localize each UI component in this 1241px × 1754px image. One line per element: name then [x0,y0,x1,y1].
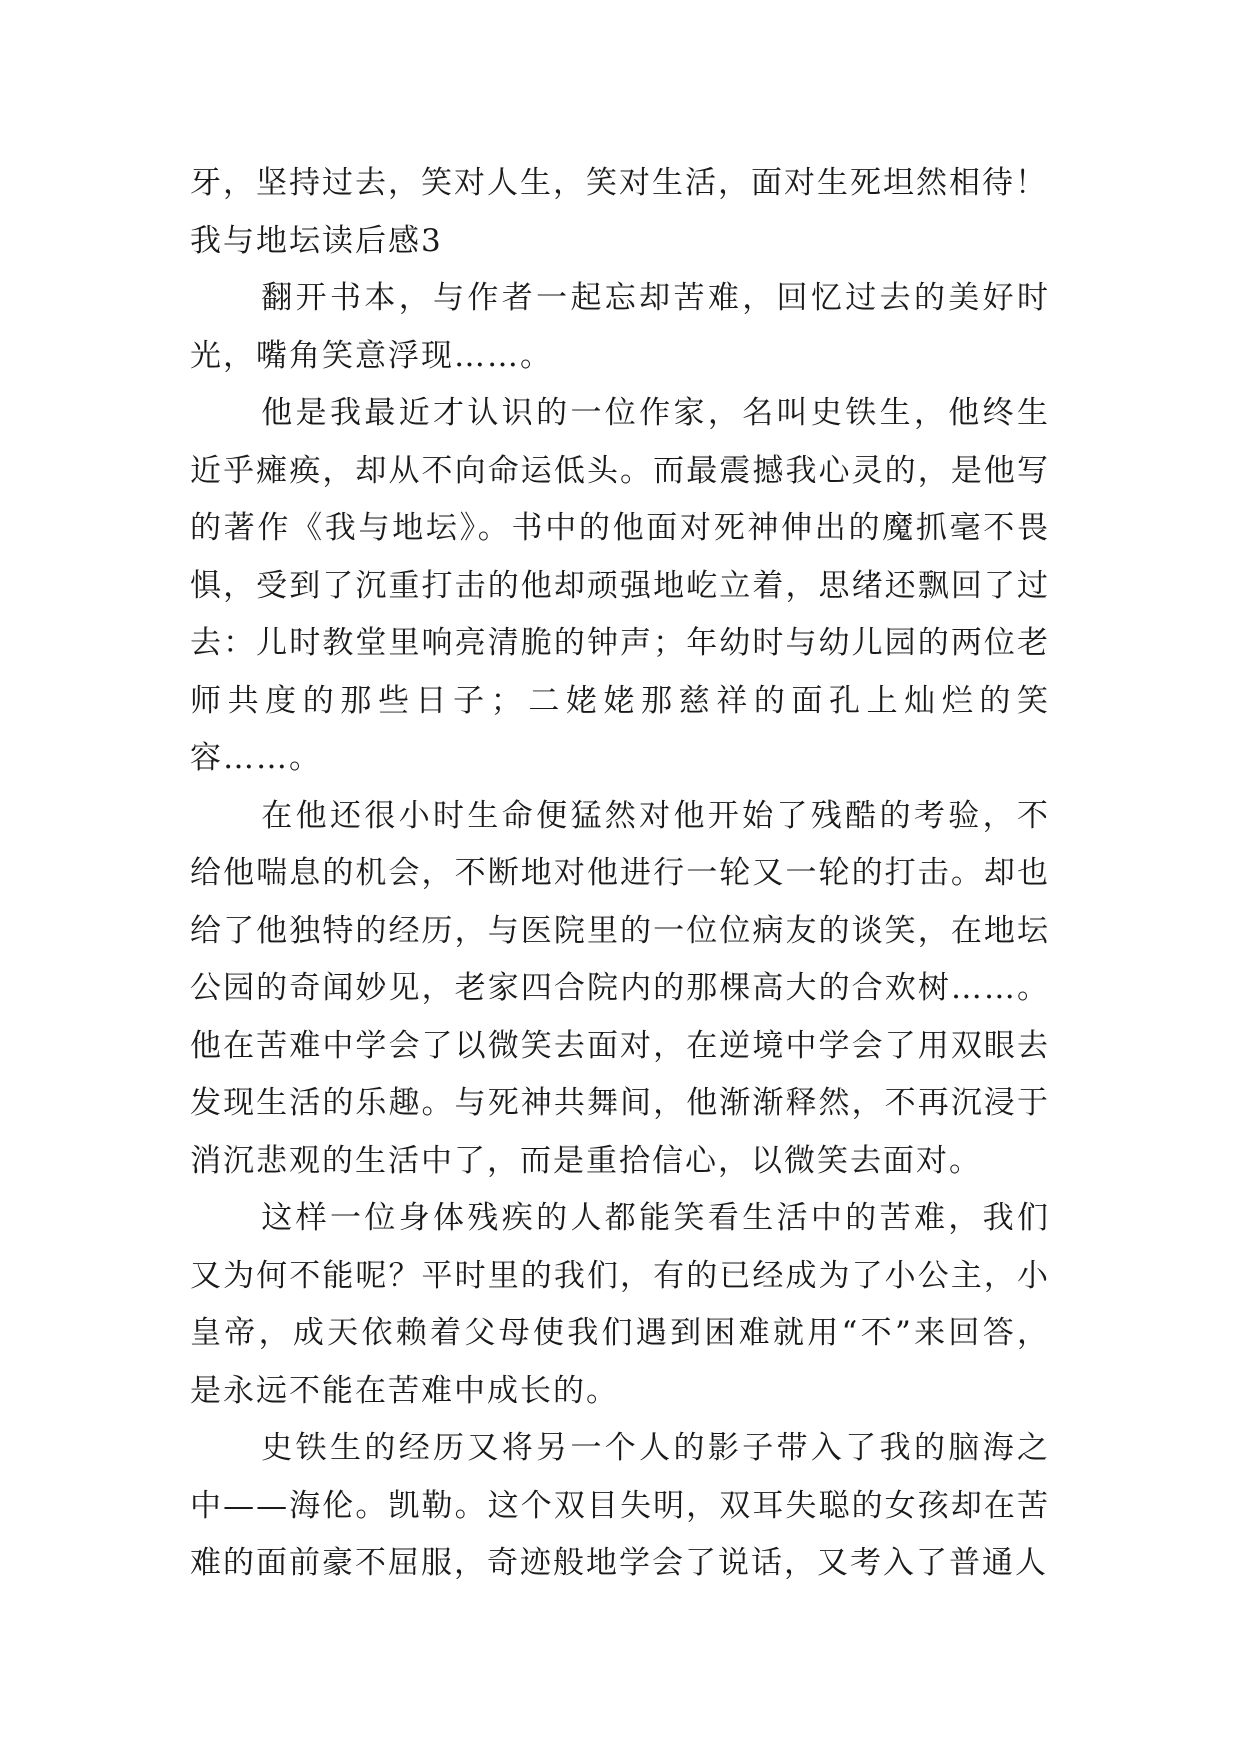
document-body [190,155,1050,1593]
paragraph-3: 在他还很小时生命便猛然对他开始了残酷的考验，不给他喘息的机会，不断地对他进行一轮又一轮的打击。却也给了他独特的经历，与医院里的一位位病友的谈笑，在地坛公园的奇闻妙见，老家四合院内的那棵高大的合欢树……。他在苦难中学会了以微笑去面对，在逆境中学会了用双眼去发现生活的乐趣。与死神共舞间，他渐渐释然，不再沉浸于消沉悲观的生活中了，而是重拾信心，以微笑去面对。 [190,797,1050,1179]
section-heading: 我与地坛读后感3 [190,222,443,259]
paragraph-1: 翻开书本，与作者一起忘却苦难，回忆过去的美好时光，嘴角笑意浮现……。 [190,280,1050,374]
paragraph-4: 这样一位身体残疾的人都能笑看生活中的苦难，我们又为何不能呢？平时里的我们，有的已经成为了小公主，小皇帝，成天依赖着父母使我们遇到困难就用“不”来回答，是永远不能在苦难中成长的。 [190,1200,1050,1409]
continuation-line: 牙，坚持过去，笑对人生，笑对生活，面对生死坦然相待！ [190,165,1048,201]
paragraph-5: 史铁生的经历又将另一个人的影子带入了我的脑海之中——海伦。凯勒。这个双目失明，双耳失聪的女孩却在苦难的面前豪不屈服，奇迹般地学会了说话，又考入了普通人 [190,1430,1050,1581]
paragraph-2: 他是我最近才认识的一位作家，名叫史铁生，他终生近乎瘫痪，却从不向命运低头。而最震撼我心灵的，是他写的著作《我与地坛》。书中的他面对死神伸出的魔抓毫不畏惧，受到了沉重打击的他却顽强地屹立着，思绪还飘回了过去：儿时教堂里响亮清脆的钟声；年幼时与幼儿园的两位老师共度的那些日子；二姥姥那慈祥的面孔上灿烂的笑容……。 [190,395,1050,776]
